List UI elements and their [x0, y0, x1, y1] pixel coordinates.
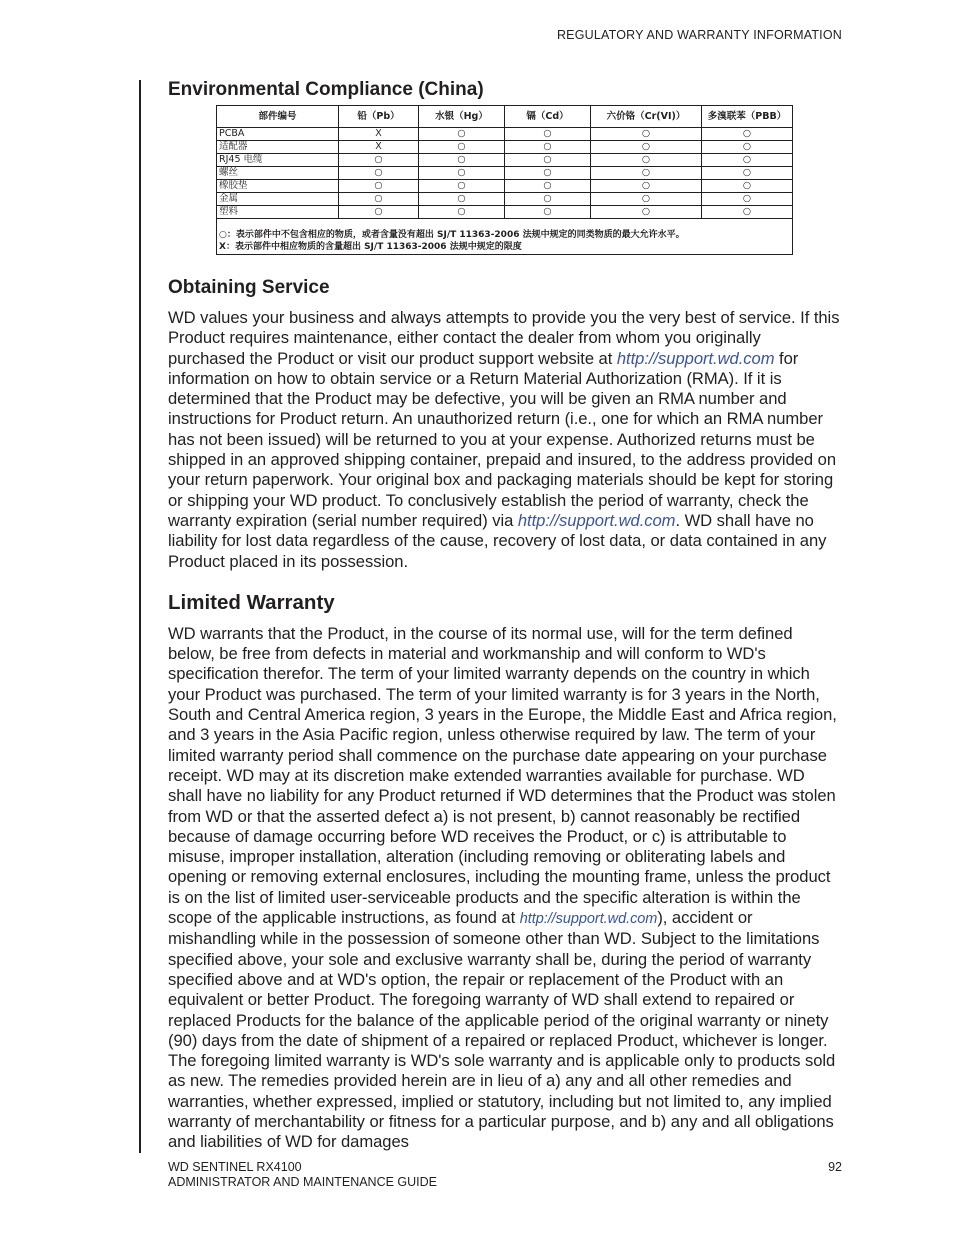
rohs-header-cell: 多溴联苯（PBB） [702, 106, 793, 128]
rohs-header-cell: 铅（Pb） [339, 106, 419, 128]
part-name-cell: 适配器 [217, 141, 339, 154]
table-cell: ○ [591, 167, 702, 180]
env-compliance-heading: Environmental Compliance (China) [168, 79, 484, 100]
table-cell: ○ [591, 128, 702, 141]
limited-warranty-heading: Limited Warranty [168, 590, 335, 614]
part-name-cell: RJ45 电缆 [217, 154, 339, 167]
support-link[interactable]: http://support.wd.com [616, 348, 775, 368]
support-link[interactable]: http://support.wd.com [519, 911, 658, 928]
table-cell: ○ [702, 128, 793, 141]
table-cell: ○ [419, 154, 505, 167]
service-text: WD values your business and always attempts to provide you the very best of service. If this Product requires maintenance, either contact the dealer from whom you originally purchased the Product or visit our product support website at [168, 308, 840, 368]
table-row [217, 206, 793, 219]
service-text: for information on how to obtain service or a Return Material Authorization (RMA). If it is determined that the Product may be defective, you will be given an RMA number and instructions for Product return. An unauthorized return (i.e., one for which an RMA number has not been issued) will be returned to you at your expense. Authorized returns must be shipped in an approved shipping container, prepaid and insured, to the address provided on your return paperwork. Your original box and packaging materials should be kept for storing or shipping your WD product. To conclusively establish the period of warranty, check the warranty expiration (serial number required) via [168, 348, 837, 530]
table-cell: ○ [339, 180, 419, 193]
table-cell: ○ [419, 167, 505, 180]
table-cell: ○ [591, 206, 702, 219]
table-cell: ○ [419, 141, 505, 154]
page-number: 92 [828, 1160, 842, 1174]
service-text: . WD shall have no liability for lost data regardless of the cause, recovery of lost data, or data contained in any Product placed in its possession. [168, 510, 827, 571]
table-row [217, 154, 793, 167]
table-cell: ○ [702, 141, 793, 154]
rohs-header-row [217, 106, 793, 128]
table-cell: ○ [591, 141, 702, 154]
table-cell: X [339, 141, 419, 154]
table-cell: ○ [419, 193, 505, 206]
margin-rule [139, 80, 141, 1153]
table-cell: ○ [505, 154, 591, 167]
warranty-text: ), accident or mishandling while in the possession of someone other than WD. Subject to the limitations specified above, your sole and exclusive warranty shall be, during the period of warranty specified above and at WD's option, the repair or replacement of the Product with an equivalent or better Product. The foregoing warranty of WD shall extend to repaired or replaced Products for the balance of the applicable period of the original warranty or ninety (90) days from the date of shipment of a repaired or replaced Product, whichever is longer. The foregoing limited warranty is WD's sole warranty and is applicable only to products sold as new. The remedies provided herein are in lieu of a) any and all other remedies and warranties, whether expressed, implied or statutory, including but not limited to, any implied warranty of merchantability or fitness for a particular purpose, and b) any and all obligations and liabilities of WD for damages [168, 908, 836, 1152]
table-row [217, 141, 793, 154]
obtaining-service-paragraph [168, 308, 840, 572]
rohs-notes-row [217, 219, 793, 255]
table-row [217, 193, 793, 206]
table-cell: ○ [419, 206, 505, 219]
table-cell: ○ [505, 128, 591, 141]
table-cell: ○ [702, 206, 793, 219]
part-name-cell: 螺丝 [217, 167, 339, 180]
table-cell: ○ [419, 128, 505, 141]
rohs-header-cell: 镉（Cd） [505, 106, 591, 128]
table-cell: X [339, 128, 419, 141]
table-cell: ○ [591, 154, 702, 167]
part-name-cell: 塑料 [217, 206, 339, 219]
part-name-cell: PCBA [217, 128, 339, 141]
part-name-cell: 金属 [217, 193, 339, 206]
page-content [168, 76, 840, 1153]
rohs-note-x: X：表示部件中相应物质的含量超出 SJ/T 11363-2006 法规中规定的限度 [219, 242, 522, 252]
support-link[interactable]: http://support.wd.com [517, 510, 676, 530]
obtaining-service-heading: Obtaining Service [168, 277, 330, 298]
running-header: REGULATORY AND WARRANTY INFORMATION [556, 28, 842, 42]
table-cell: ○ [505, 180, 591, 193]
rohs-note-circle: ○：表示部件中不包含相应的物质，或者含量没有超出 SJ/T 11363-2006 法规中规定的同类物质的最大允许水平。 [219, 230, 685, 240]
rohs-table [216, 105, 793, 255]
footer-guide: ADMINISTRATOR AND MAINTENANCE GUIDE [168, 1175, 438, 1189]
rohs-header-cell: 部件编号 [217, 106, 339, 128]
table-cell: ○ [702, 193, 793, 206]
table-cell: ○ [505, 141, 591, 154]
table-row [217, 128, 793, 141]
table-cell: ○ [702, 167, 793, 180]
table-cell: ○ [702, 154, 793, 167]
rohs-notes-cell [217, 219, 793, 255]
footer-document-info [168, 1160, 437, 1190]
table-cell: ○ [339, 193, 419, 206]
rohs-header-cell: 水银（Hg） [419, 106, 505, 128]
table-cell: ○ [419, 180, 505, 193]
rohs-header-cell: 六价铬（Cr(VI)） [591, 106, 702, 128]
table-cell: ○ [505, 167, 591, 180]
table-row [217, 167, 793, 180]
warranty-text: WD warrants that the Product, in the course of its normal use, will for the term defined below, be free from defects in material and workmanship and will conform to WD's specification therefor. The term of your limited warranty depends on the country in which your Product was purchased. The term of your limited warranty is for 3 years in the North, South and Central America region, 3 years in the Europe, the Middle East and Africa region, and 3 years in the Asia Pacific region, unless otherwise required by law. The term of your limited warranty period shall commence on the purchase date appearing on your purchase receipt. WD may at its discretion make extended warranties available for purchase. WD shall have no liability for any Product returned if WD determines that the Product was stolen from WD or that the asserted defect a) is not present, b) cannot reasonably be rectified because of damage occurring before WD receives the Product, or c) is attributable to misuse, improper installation, alteration (including removing or obliterating labels and opening or removing external enclosures, including the mounting frame, unless the product is on the list of limited user-serviceable products and the specific alteration is within the scope of the applicable instructions, as found at [168, 623, 837, 928]
table-cell: ○ [339, 154, 419, 167]
table-cell: ○ [591, 193, 702, 206]
table-cell: ○ [591, 180, 702, 193]
part-name-cell: 橡胶垫 [217, 180, 339, 193]
table-cell: ○ [339, 206, 419, 219]
table-cell: ○ [339, 167, 419, 180]
footer-product: WD SENTINEL RX4100 [168, 1160, 302, 1174]
limited-warranty-paragraph [168, 624, 840, 1153]
table-cell: ○ [702, 180, 793, 193]
table-row [217, 180, 793, 193]
table-cell: ○ [505, 206, 591, 219]
table-cell: ○ [505, 193, 591, 206]
